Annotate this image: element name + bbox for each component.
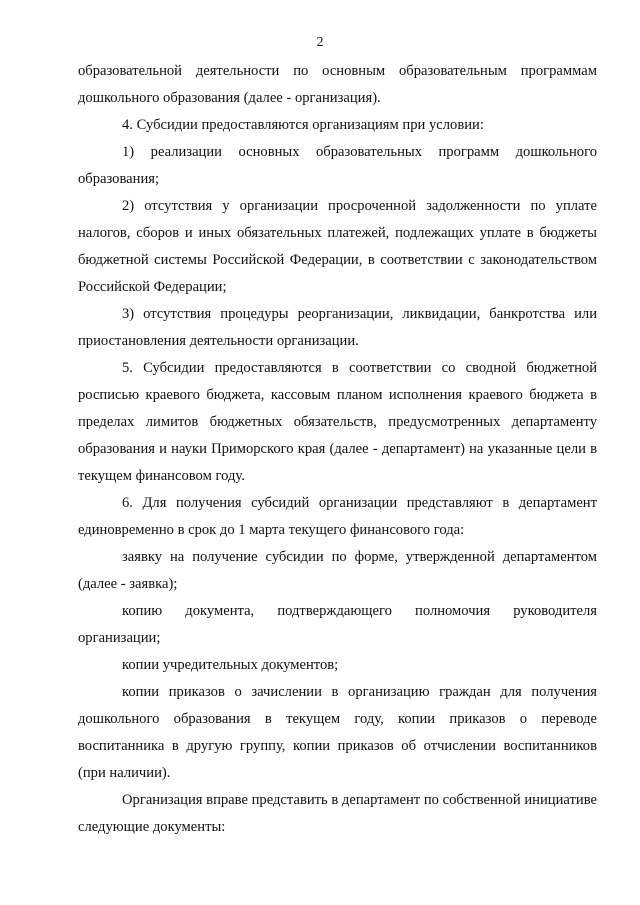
paragraph-condition-3: 3) отсутствия процедуры реорганизации, ликвидации, банкротства или приостановления деятельности организации. — [78, 306, 597, 349]
page-number: 2 — [316, 35, 324, 50]
paragraph-condition-1: 1) реализации основных образовательных программ дошкольного образования; — [78, 144, 597, 187]
paragraph-doc-order-copies: копии приказов о зачислении в организацию граждан для получения дошкольного образования в текущем году, копии приказов о переводе воспитанника в другую группу, копии приказов об отчислении воспитанников (при наличии). — [78, 684, 597, 781]
paragraph-doc-founding-copies: копии учредительных документов; — [122, 657, 339, 673]
paragraph-item-5: 5. Субсидии предоставляются в соответствии со сводной бюджетной росписью краевого бюджета, кассовым планом исполнения краевого бюджета в пределах лимитов бюджетных обязательств, предусмотренных департаменту образования и науки Приморского края (далее - департамент) на указанные цели в текущем финансовом году. — [78, 360, 597, 484]
paragraph-doc-authority-copy: копию документа, подтверждающего полномочия руководителя организации; — [78, 603, 597, 646]
paragraph-condition-2: 2) отсутствия у организации просроченной задолженности по уплате налогов, сборов и иных обязательных платежей, подлежащих уплате в бюджеты бюджетной системы Российской Федерации, в соответствии с законодательством Российской Федерации; — [78, 198, 597, 295]
document-body — [78, 58, 597, 841]
paragraph-optional-documents: Организация вправе представить в департамент по собственной инициативе следующие документы: — [78, 792, 597, 835]
paragraph-doc-application: заявку на получение субсидии по форме, утвержденной департаментом (далее - заявка); — [78, 549, 597, 592]
paragraph-item-6: 6. Для получения субсидий организации представляют в департамент единовременно в срок до 1 марта текущего финансового года: — [78, 495, 597, 538]
paragraph-continuation: образовательной деятельности по основным образовательным программам дошкольного образования (далее - организация). — [78, 63, 597, 106]
paragraph-item-4: 4. Субсидии предоставляются организациям при условии: — [122, 117, 484, 133]
